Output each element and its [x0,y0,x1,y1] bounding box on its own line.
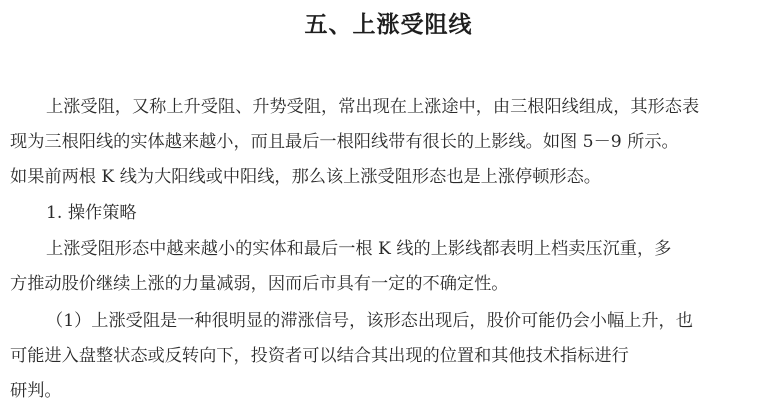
section-title: 五、上涨受阻线 [304,12,473,38]
paragraph-3-line-1: （1）上涨受阻是一种很明显的滞涨信号，该形态出现后，股价可能仍会小幅上升，也 [46,311,693,331]
paragraph-2-line-1: 上涨受阻形态中越来越小的实体和最后一根 K 线的上影线都表明上档卖压沉重，多 [46,239,672,259]
paragraph-3-line-2: 可能进入盘整状态或反转向下，投资者可以结合其出现的位置和其他技术指标进行 [10,346,629,366]
paragraph-1-line-2: 现为三根阳线的实体越来越小，而且最后一根阳线带有很长的上影线。如图 5－9 所示。 [10,132,679,152]
paragraph-2-line-2: 方推动股价继续上涨的力量减弱，因而后市具有一定的不确定性。 [10,274,509,294]
paragraph-1-line-3: 如果前两根 K 线为大阳线或中阳线，那么该上涨受阻形态也是上涨停顿形态。 [10,167,601,187]
paragraph-1-line-1: 上涨受阻，又称上升受阻、升势受阻，常出现在上涨途中，由三根阳线组成，其形态表 [46,97,700,117]
subheading-strategy: 1. 操作策略 [46,203,137,223]
paragraph-3-line-3: 研判。 [10,381,62,401]
